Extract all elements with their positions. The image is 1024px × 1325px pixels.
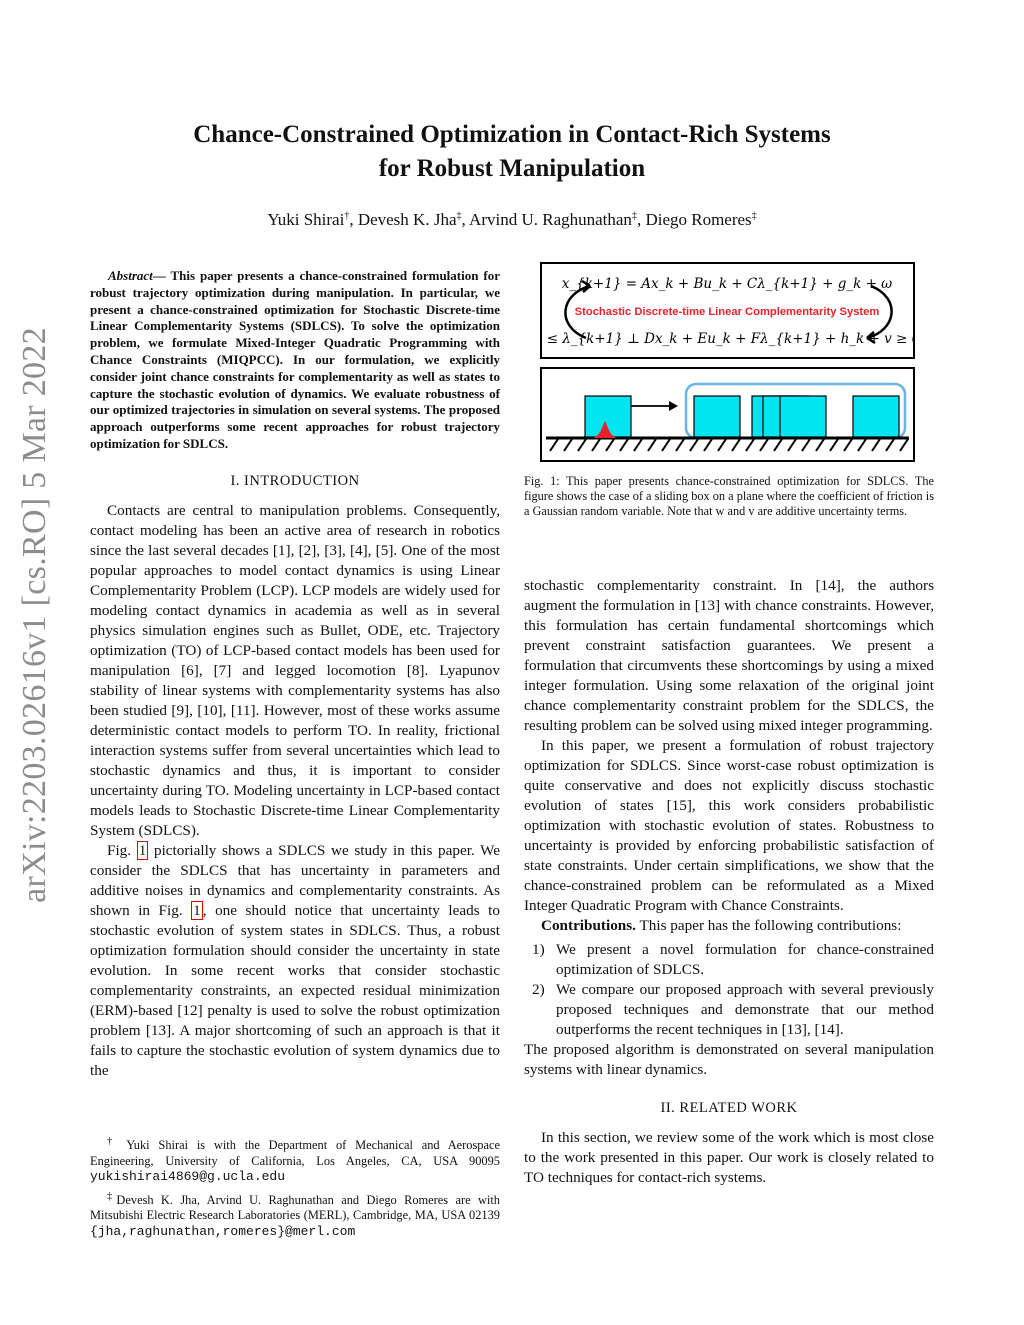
right-paragraph-4: In this section, we review some of the work which is most close to the work presented in this paper. Our work is closely related to TO techniques for contact-rich systems. [524, 1129, 934, 1186]
figure-1-caption: Fig. 1: This paper presents chance-constrained optimization for SDLCS. The figure shows the case of a sliding box on a plane where the coefficient of friction is a Gaussian random variable. Note that w and v are additive uncertainty terms. [524, 474, 934, 519]
hatch-mark [704, 439, 712, 451]
hatch-mark [662, 439, 670, 451]
hatch-mark [620, 439, 628, 451]
footnote-2-mark: ‡ [107, 1190, 117, 1202]
arxiv-stamp [10, 320, 60, 910]
contributions-paragraph [524, 916, 934, 936]
list-text: We present a novel formulation for chance-constrained optimization of SDLCS. [556, 941, 934, 978]
hatch-mark [900, 439, 908, 451]
author-mark: † [344, 210, 350, 222]
right-paragraph-3: The proposed algorithm is demonstrated on several manipulation systems with linear dynamics. [524, 1041, 934, 1078]
abstract-label: Abstract [108, 268, 153, 283]
author-mark: ‡ [631, 210, 637, 222]
footnote-1 [90, 1134, 500, 1185]
footnotes [90, 1134, 500, 1239]
figure-sliding-box-panel [540, 367, 915, 462]
hatch-mark [802, 439, 810, 451]
list-item [532, 980, 934, 1040]
arxiv-id: arXiv:2203.02616v1 [cs.RO] 5 Mar 2022 [16, 327, 53, 903]
box-sample [780, 396, 826, 437]
title-line-1: Chance-Constrained Optimization in Contact-Rich Systems [193, 121, 831, 148]
author-mark: ‡ [751, 210, 757, 222]
right-paragraph-2: In this paper, we present a formulation of robust trajectory optimization for SDLCS. Since worst-case robust optimization is quite conservative and does not explicitly discuss stochastic evolution of states [15], this work considers probabilistic optimization with stochastic evolution of states. Robustness to uncertainty is provided by enforcing probabilistic satisfaction of state constraints. Under certain simplifications, we show that the chance-constrained problem can be reformulated as a Mixed Integer Quadratic Program with Chance Constraints. [524, 737, 934, 914]
list-item [532, 940, 934, 980]
list-text: We compare our proposed approach with several previously proposed techniques and demonstrate that our method outperforms the recent techniques in [13], [14]. [556, 981, 934, 1038]
intro-p2-part-a: Fig. [107, 841, 137, 859]
ground-hatching [550, 439, 908, 451]
hatch-mark [634, 439, 642, 451]
author-name: Devesh K. Jha [357, 210, 457, 229]
right-column [524, 576, 934, 1188]
hatch-mark [732, 439, 740, 451]
right-paragraph-1: stochastic complementarity constraint. In [14], the authors augment the formulation in [13] with chance constraints. However, this formulation has certain fundamental shortcomings which prevent constraint satisfaction guarantees. We present a formulation that circumvents these shortcomings by using a mixed integer formulation. Using some relaxation of the original joint chance complementarity constraint problem for the SDLCS, the resulting problem can be solved using mixed integer programming. [524, 577, 934, 734]
hatch-mark [858, 439, 866, 451]
hatch-mark [844, 439, 852, 451]
contributions-heading: Contributions. [541, 917, 636, 934]
hatch-mark [690, 439, 698, 451]
hatch-mark [578, 439, 586, 451]
list-number: 2) [532, 981, 545, 998]
author-mark: ‡ [456, 210, 462, 222]
hatch-mark [550, 439, 558, 451]
author-name: Diego Romeres [645, 210, 752, 229]
hatch-mark [718, 439, 726, 451]
sliding-box-diagram [542, 369, 913, 460]
figure-equation-panel [540, 262, 915, 359]
hatch-mark [872, 439, 880, 451]
footnote-1-text: Yuki Shirai is with the Department of Mechanical and Aerospace Engineering, University of California, Los Angeles, CA, USA 90095 [90, 1138, 500, 1168]
intro-paragraph-1: Contacts are central to manipulation problems. Consequently, contact modeling has been an active area of research in robotics since the last several decades [1], [2], [3], [4], [5]. One of the most popular approaches to model contact dynamics is using Linear Complementarity Problem (LCP). LCP models are widely used for modeling contact dynamics in academia as well as in several physics simulation engines such as Bullet, ODE, etc. Trajectory optimization (TO) of LCP-based contact models has been used for manipulation [6], [7] and legged locomotion [8]. Lyapunov stability of linear systems with complementarity systems has also been studied [9], [10], [11]. However, most of these works assume deterministic contact models to perform TO. In reality, frictional interaction systems suffer from several uncertainties which lead to stochastic dynamics and thus, it is important to consider uncertainty during TO. Modeling uncertainty in LCP-based contact models leads to Stochastic Discrete-time Linear Complementarity System (SDLCS). [90, 501, 500, 839]
hatch-mark [648, 439, 656, 451]
figure-1-link[interactable]: 1 [138, 841, 147, 859]
contributions-list [524, 940, 934, 1040]
title-line-2: for Robust Manipulation [378, 155, 646, 182]
hatch-mark [606, 439, 614, 451]
hatch-mark [592, 439, 600, 451]
intro-p2-part-b: pictorially shows a SDLCS we study in this paper. We consider the SDLCS that has uncertainty in parameters and additive noises in dynamics and complementarity constraints. As shown in Fig. [90, 841, 500, 919]
author-list: Yuki Shirai†, Devesh K. Jha‡, Arvind U. Raghunathan‡, Diego Romeres‡ [267, 210, 757, 229]
abstract-text: — This paper presents a chance-constrained formulation for robust trajectory optimization during manipulation. In particular, we present a chance-constrained optimization for Stochastic Discrete-time Linear Complementarity Systems (SDLCS). To solve the optimization problem, we formulate Mixed-Integer Quadratic Programming with Chance Constraints (MIQPCC). In our formulation, we explicitly consider joint chance constraints for complementarity as well as states to capture the stochastic evolution of dynamics. We evaluate robustness of our optimized trajectories in simulation on several systems. The proposed approach outperforms some recent approaches for robust trajectory optimization for SDLCS. [90, 268, 500, 451]
author-name: Arvind U. Raghunathan [469, 210, 632, 229]
hatch-mark [886, 439, 894, 451]
box-sample [853, 396, 899, 437]
hatch-mark [564, 439, 572, 451]
hatch-mark [816, 439, 824, 451]
section-heading-introduction: I. INTRODUCTION [230, 472, 360, 489]
hatch-mark [746, 439, 754, 451]
list-number: 1) [532, 941, 545, 958]
hatch-mark [774, 439, 782, 451]
force-arrowhead [669, 401, 678, 411]
intro-paragraph-2 [90, 841, 500, 1081]
hatch-mark [676, 439, 684, 451]
paper-title [90, 118, 934, 186]
footnote-1-email: yukishirai4869@g.ucla.edu [90, 1169, 286, 1185]
figure-1-link[interactable]: 1 [193, 901, 201, 919]
footnote-2 [90, 1189, 500, 1240]
hatch-mark [788, 439, 796, 451]
left-column [90, 268, 500, 1081]
complementarity-equation: 0 ≤ λ_{k+1} ⊥ Dx_k + Eu_k + Fλ_{k+1} + h_k + v ≥ 0 [542, 331, 913, 347]
hatch-mark [830, 439, 838, 451]
contributions-intro: This paper has the following contributions: [635, 917, 902, 934]
footnote-1-mark: † [107, 1136, 118, 1147]
footnote-2-text: Devesh K. Jha, Arvind U. Raghunathan and Diego Romeres are with Mitsubishi Electric Research Laboratories (MERL), Cambridge, MA, USA 02139 [90, 1192, 500, 1223]
author-name: Yuki Shirai [267, 210, 345, 229]
section-heading-related-work: II. RELATED WORK [660, 1100, 798, 1116]
system-label: Stochastic Discrete-time Linear Complementarity System [574, 306, 880, 318]
intro-p2-part-c: , one should notice that uncertainty leads to stochastic evolution of system states in SDLCS. Thus, a robust optimization formulation should consider the uncertainty in state evolution. In some recent works that consider stochastic complementarity constraints, an expected residual minimization (ERM)-based [12] penalty is used to solve the robust optimization problem [13]. A major shortcoming of such an approach is that it fails to capture the stochastic evolution of system dynamics due to the [90, 901, 500, 1079]
hatch-mark [760, 439, 768, 451]
dynamics-equation: x_{k+1} = Ax_k + Bu_k + Cλ_{k+1} + g_k + ω [561, 276, 893, 292]
box-sample [694, 396, 740, 437]
footnote-2-email: {jha,raghunathan,romeres}@merl.com [90, 1223, 356, 1239]
equation-diagram [542, 264, 913, 357]
abstract [90, 268, 500, 453]
